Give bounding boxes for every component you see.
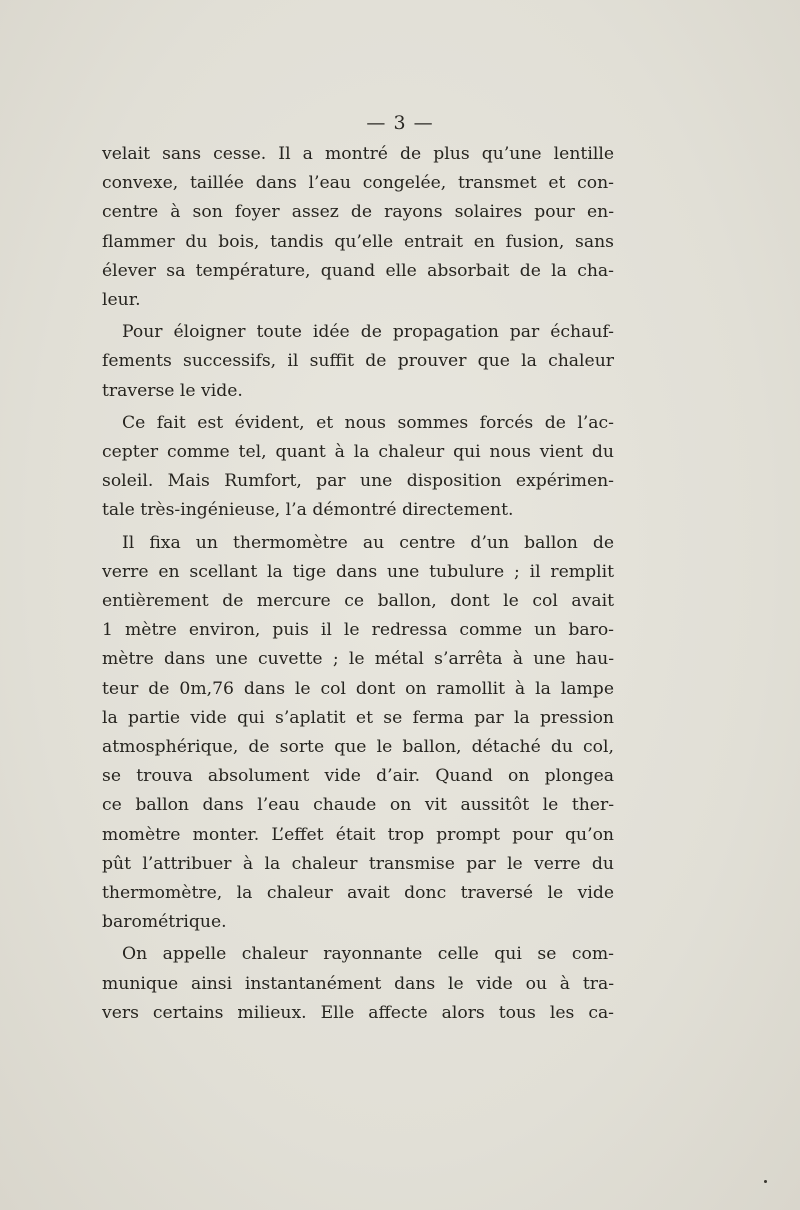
- page-number: — 3 —: [366, 112, 434, 134]
- text-line: Pour éloigner toute idée de propagation par échauf-: [122, 322, 614, 343]
- text-line: centre à son foyer assez de rayons solaires pour en-: [102, 202, 614, 223]
- paragraph: [102, 140, 614, 315]
- text-line: fements successifs, il suffit de prouver que la chaleur: [102, 351, 614, 372]
- text-line: atmosphérique, de sorte que le ballon, détaché du col,: [102, 737, 614, 758]
- body-text: [102, 140, 614, 1028]
- text-line: convexe, taillée dans l’eau congelée, transmet et con-: [102, 173, 614, 194]
- paragraph: [102, 529, 614, 938]
- text-line: vers certains milieux. Elle affecte alors tous les ca-: [102, 1002, 614, 1023]
- text-line: leur.: [102, 290, 141, 311]
- paragraph: [102, 940, 614, 1028]
- paragraph: [102, 409, 614, 526]
- text-line: traverse le vide.: [102, 380, 243, 401]
- text-line: se trouva absolument vide d’air. Quand on plongea: [102, 766, 614, 787]
- text-line: barométrique.: [102, 912, 227, 933]
- text-line: velait sans cesse. Il a montré de plus qu’une lentille: [102, 144, 614, 164]
- text-line: 1 mètre environ, puis il le redressa comme un baro-: [102, 620, 614, 641]
- text-line: flammer du bois, tandis qu’elle entrait en fusion, sans: [102, 231, 614, 252]
- text-line: entièrement de mercure ce ballon, dont le col avait: [102, 591, 614, 612]
- paragraph: [102, 318, 614, 406]
- text-line: la partie vide qui s’aplatit et se ferma par la pression: [102, 707, 614, 728]
- text-line: momètre monter. L’effet était trop prompt pour qu’on: [102, 824, 614, 845]
- text-line: ce ballon dans l’eau chaude on vit aussitôt le ther-: [102, 795, 614, 816]
- text-line: élever sa température, quand elle absorbait de la cha-: [102, 260, 614, 281]
- paper-speck: [764, 1180, 767, 1183]
- text-line: Ce fait est évident, et nous sommes forcés de l’ac-: [122, 412, 614, 433]
- text-line: soleil. Mais Rumfort, par une disposition expérimen-: [102, 471, 614, 492]
- text-line: pût l’attribuer à la chaleur transmise par le verre du: [102, 853, 614, 874]
- text-line: mètre dans une cuvette ; le métal s’arrêta à une hau-: [102, 649, 614, 670]
- text-line: munique ainsi instantanément dans le vide ou à tra-: [102, 973, 614, 994]
- text-line: teur de 0m,76 dans le col dont on ramollit à la lampe: [102, 678, 614, 699]
- text-line: tale très-ingénieuse, l’a démontré directement.: [102, 500, 514, 521]
- text-line: thermomètre, la chaleur avait donc traversé le vide: [102, 883, 614, 904]
- text-line: On appelle chaleur rayonnante celle qui se com-: [122, 944, 614, 965]
- text-line: Il fixa un thermomètre au centre d’un ballon de: [122, 532, 614, 553]
- text-line: cepter comme tel, quant à la chaleur qui nous vient du: [102, 442, 614, 463]
- text-line: verre en scellant la tige dans une tubulure ; il remplit: [102, 561, 614, 582]
